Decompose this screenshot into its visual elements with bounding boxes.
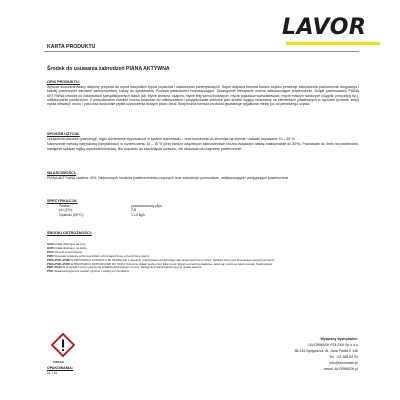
usage-heading: SPOSÓB UŻYCIA: [47,132,80,136]
hazard-text: W PRZYPADKU KONTAKTU ZE SKÓRĄ (lub z włosami): natychmiast usunąć/zdjąć całą zanieczyszczoną odzież. Spłukać skórę pod strumieniem wody/prysznicem. [70,257,275,262]
distributor-block [250,337,358,372]
distributor-heading: Wyłączny dystrybutor: [320,337,358,341]
properties-text: PIANA AKTYWNA zawiera <5%, Niejonowych środków powierzchniowo-czynnych oraz substancje pomocnicze, nabłyszczające i pielęgnujące powierzchnie [47,175,289,180]
hazard-text: W PRZYPADKU DOSTANIA SIĘ DO OCZU: Ostrożnie płukać wodą przez kilka minut. Wyjąć soczewki kontaktowe, jeżeli są i można je łatwo usunąć. Nadal płukać. [70,261,274,266]
distributor-line: info@lavorwash.pl [329,360,358,365]
specification-heading: SPECYFIKACJA: [47,199,78,203]
hazard-text: Działa drażniąco na skórę. [54,245,88,250]
usage-text-2: Nanoszenie metodą natryskową (opryskiwacz) w rozcieńczeniu 10 – 15 % (przy bardzo uciążliwych zabrudzeniach można zwiększyć dawkę maksymalnie do 30%). Pozostawić do 3min na powierzchni, następnie spłukać myjką wysokociśnieniową. Nie dopuścić do zaschnięcia roztworu, nie stosować na rozgrzane powierzchnie. [47,142,359,151]
distributor-line: Tel. : 52 388 64 93 [329,354,358,359]
hazard-text: Stosować rękawice ochronne/odzież ochronną/ochronę oczu/ochronę twarzy. [54,253,150,258]
usage-text-1: Urządzenia pianowe (pianomyje, myjki ciśnieniowe wyposażone w system dozowania) – oraz koncentrat do zbiornika na chemie i ustawić dozowanie 10 – 15 %. [47,136,296,141]
brand-logo-bar [286,42,380,45]
hazard-list [47,243,347,274]
brand-logo-text: LAVOR [282,15,367,40]
spec-value: 7-8 [131,208,137,213]
hazard-text: Zawartość/pojemnik usuwać zgodnie z lokalnymi przepisami. [54,269,130,274]
description-section [47,80,359,108]
hazard-code: P102 [47,249,54,254]
hazard-code: P337+P313 [47,265,62,270]
brand-logo [282,13,380,43]
spec-label: pH (1%): [59,208,73,213]
spec-row [47,213,359,217]
packaging-heading: OPAKOWANIA: [47,366,74,370]
hazard-code: P280 [47,253,54,258]
hazard-text: Działa drażniąco na oczy. [54,242,87,246]
spec-value: 1,10 kg/L [131,212,146,217]
hazards-heading-wrap [47,231,359,236]
distributor-line: LAVORWASH POLSKA Sp z o.o [307,342,358,347]
properties-heading: WŁAŚCIWOŚCI: [47,171,77,175]
header-divider [44,51,359,52]
specification-section [47,199,359,217]
distributor-line: www.LAVORWASH.pl [324,366,358,371]
hazard-code: H315 [47,245,54,250]
document-type: KARTA PRODUKTU [47,44,96,50]
hazard-code: P305+P351+P338 [47,257,70,262]
hazard-item [47,270,347,274]
description-text: Wysoce skoncentrowany aktywny preparat do mycia wszystkich typów pojazdów i zastosowań przemysłowych. Super aktywna formuła bardzo szybko penetruje zabrudzenia pochodzenia drogowego i każdej powierzchni karoserii samochodowej. Łatwy do spłukiwania. Posiada właściwości rozpuszczające. Szczególnie efektywnie można odtłuszczające powierzchnie. Dzięki zastosowaniu PIANĄ AKTYWNĄ również do zastosowań specjalistycznych takich jak: Mycie silników, okapów, mycie felg samochodowych, mycie pojazdów warsztatowych, mycie maszyn rolniczych (ciągnik, przyczepy itp.), odtłuszczanie powierzchni. Z powodzeniem również można stosować do odtłuszczania i przygotowania sekforce jako środek myjący stosowany na elementach plastikowych w ogrodzie (krzesła, stoły) mycia elewacji i bruku i potu oraz doskonale płytek czyszczenia tłustych plam i brud. Bezpieczna formuła produktu gwarantuje wyjątkowe efekty już od pierwszego użycia. [47,84,359,107]
hazard-code: H319 [47,242,54,246]
usage-section [47,132,359,152]
product-title: Środek do usuwania zabrudzeń PIANA AKTYWNA [47,66,170,72]
hazard-code: P501 [47,269,54,274]
packaging-value: 1L / 4L [47,371,58,375]
signal-word: UWAGA [53,360,65,364]
spec-label: Postać: [59,203,71,208]
spec-label: Gęstość (20°C): [59,212,84,217]
distributor-line: 85-151 Bydgoszcz, Al. Jana Pawła II 146 [294,348,358,353]
description-heading: OPIS PRODUKTU: [47,80,80,84]
hazard-code: P303+P361+P353 [47,261,70,266]
hazard-text: Chronić przed dziećmi. [54,249,83,254]
properties-section [47,171,359,181]
spec-value: pomarańczowy płyn [131,203,162,208]
exclamation-mark-diamond-icon [51,333,75,357]
hazards-heading: ŚRODKI OSTROŻNOŚCI: [47,231,92,235]
hazard-text: W przypadku utrzymywania się działania drażniącego na oczy: Zasięgnąć porady/zgłosić się pod opiekę lekarza. [62,265,202,270]
